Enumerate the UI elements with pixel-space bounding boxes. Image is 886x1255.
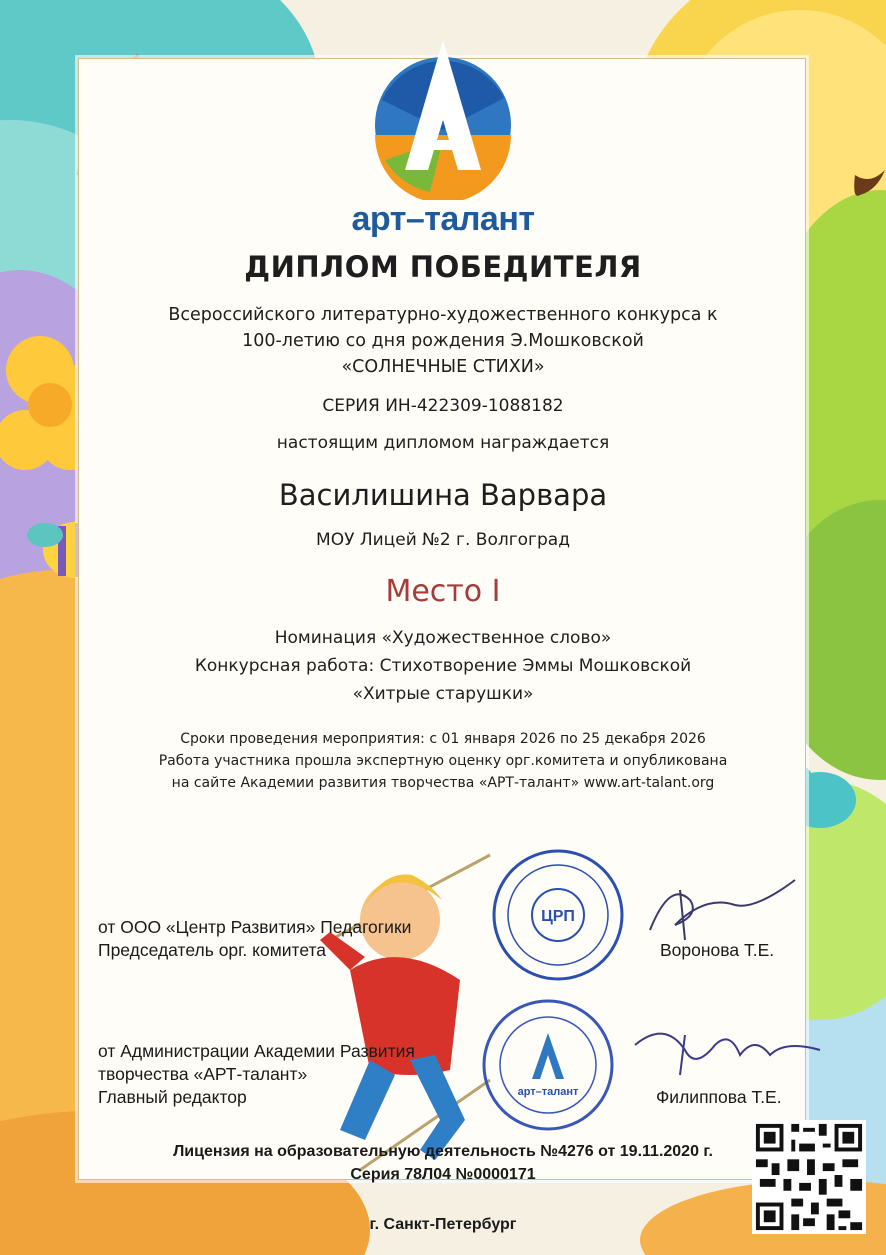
signature-line: от ООО «Центр Развития» Педагогики bbox=[98, 917, 412, 937]
event-info bbox=[0, 728, 886, 794]
signature-line: от Администрации Академии Развития bbox=[98, 1041, 415, 1061]
info-line: Работа участника прошла экспертную оценку орг.комитета и опубликована bbox=[158, 753, 728, 769]
second-signature-block bbox=[98, 1040, 415, 1109]
organization-stamp bbox=[488, 845, 628, 985]
signature-line: Главный редактор bbox=[98, 1087, 247, 1107]
art-talant-logo-icon bbox=[370, 40, 516, 200]
academy-stamp bbox=[478, 995, 618, 1135]
nomination-line: «Хитрые старушки» bbox=[352, 684, 534, 704]
nomination-line: Номинация «Художественное слово» bbox=[274, 628, 612, 648]
nomination-line: Конкурсная работа: Стихотворение Эммы Мошковской bbox=[194, 656, 692, 676]
first-signer-name: Воронова Т.Е. bbox=[660, 940, 775, 960]
signature-line: Председатель орг. комитета bbox=[98, 940, 327, 960]
stamp-center-text: арт–талант bbox=[517, 1086, 579, 1098]
second-signer-name: Филиппова Т.Е. bbox=[656, 1087, 782, 1107]
signature-filippova bbox=[625, 1015, 825, 1095]
info-line: на сайте Академии развития творчества «АРТ-талант» www.art-talant.org bbox=[171, 775, 715, 791]
nomination-block bbox=[0, 624, 886, 708]
qr-code[interactable] bbox=[752, 1120, 866, 1234]
logo-text: арт–талант bbox=[351, 200, 535, 238]
winner-name: Василишина Варвара bbox=[278, 478, 608, 512]
city-label: г. Санкт-Петербург bbox=[369, 1216, 517, 1233]
info-line: Сроки проведения мероприятия: с 01 января 2026 по 25 декабря 2026 bbox=[180, 731, 706, 747]
signature-line: творчества «АРТ-талант» bbox=[98, 1064, 308, 1084]
contest-line: Всероссийского литературно-художественного конкурса к bbox=[168, 305, 718, 325]
series-number: СЕРИЯ ИН-422309-1088182 bbox=[322, 396, 564, 416]
stamp-center-text: ЦРП bbox=[541, 908, 575, 925]
awarded-text: настоящим дипломом награждается bbox=[276, 433, 610, 453]
license-series: Серия 78Л04 №0000171 bbox=[350, 1166, 536, 1183]
signature-voronova bbox=[640, 870, 810, 950]
contest-line: «СОЛНЕЧНЫЕ СТИХИ» bbox=[341, 357, 545, 377]
contest-line: 100-летию со дня рождения Э.Мошковской bbox=[242, 331, 644, 351]
contest-description bbox=[0, 302, 886, 380]
boy-illustration bbox=[290, 850, 510, 1180]
place-label: Место I bbox=[385, 574, 501, 609]
license-line: Лицензия на образовательную деятельность №4276 от 19.11.2020 г. bbox=[173, 1143, 713, 1160]
school-name: МОУ Лицей №2 г. Волгоград bbox=[316, 530, 570, 550]
first-signature-block bbox=[98, 916, 411, 962]
diploma-title: ДИПЛОМ ПОБЕДИТЕЛЯ bbox=[244, 250, 642, 284]
